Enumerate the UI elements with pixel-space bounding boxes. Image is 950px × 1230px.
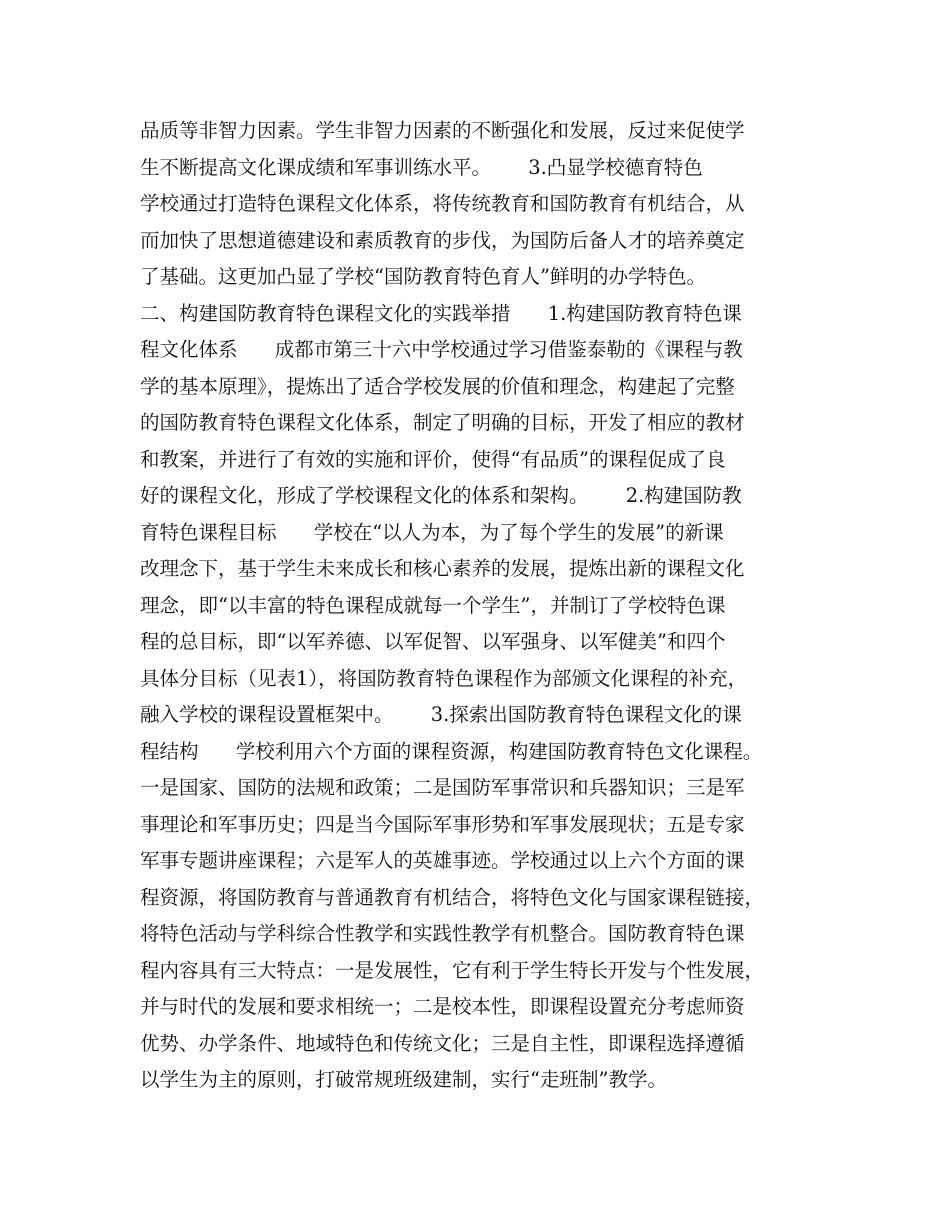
text-line: 了基础。这更加凸显了学校“国防教育特色育人”鲜明的办学特色。: [140, 265, 706, 288]
text-line: 理念，即“以丰富的特色课程成就每一个学生”，并制订了学校特色课: [140, 593, 726, 617]
text-line: 二、构建国防教育特色课程文化的实践举措 1.构建国防教育特色课: [140, 301, 742, 325]
text-line: 生不断提高文化课成绩和军事训练水平。 3.凸显学校德育特色: [140, 155, 703, 179]
text-line: 品质等非智力因素。学生非智力因素的不断强化和发展，反过来促使学: [140, 119, 745, 142]
text-line: 将特色活动与学科综合性教学和实践性教学有机整合。国防教育特色课: [140, 922, 745, 945]
text-line: 程结构 学校利用六个方面的课程资源，构建国防教育特色文化课程。: [140, 739, 763, 763]
text-line: 具体分目标（见表1），将国防教育特色课程作为部颁文化课程的补充，: [140, 666, 748, 690]
text-line: 军事专题讲座课程；六是军人的英雄事迹。学校通过以上六个方面的课: [140, 849, 745, 872]
text-line: 一是国家、国防的法规和政策；二是国防军事常识和兵器知识；三是军: [140, 776, 745, 799]
text-line: 的国防教育特色课程文化体系，制定了明确的目标，开发了相应的教材: [140, 411, 745, 434]
text-line: 改理念下，基于学生未来成长和核心素养的发展，提炼出新的课程文化: [140, 557, 745, 580]
body-text: [140, 113, 840, 1099]
text-line: 以学生为主的原则，打破常规班级建制，实行“走班制”教学。: [140, 1068, 667, 1091]
text-line: 事理论和军事历史；四是当今国际军事形势和军事发展现状；五是专家: [140, 812, 745, 836]
text-line: 学校通过打造特色课程文化体系，将传统教育和国防教育有机结合，从: [140, 192, 745, 215]
text-line: 学的基本原理》，提炼出了适合学校发展的价值和理念，构建起了完整: [140, 374, 735, 398]
text-line: 好的课程文化，形成了学校课程文化的体系和架构。 2.构建国防教: [140, 484, 742, 507]
text-line: 育特色课程目标 学校在“以人为本，为了每个学生的发展”的新课: [140, 520, 724, 544]
text-line: 并与时代的发展和要求相统一；二是校本性，即课程设置充分考虑师资: [140, 995, 745, 1018]
text-line: 程资源，将国防教育与普通教育有机结合，将特色文化与国家课程链接，: [140, 885, 765, 909]
text-line: 优势、办学条件、地域特色和传统文化；三是自主性，即课程选择遵循: [140, 1031, 745, 1055]
text-line: 而加快了思想道德建设和素质教育的步伐，为国防后备人才的培养奠定: [140, 228, 745, 252]
text-line: 和教案，并进行了有效的实施和评价，使得“有品质”的课程促成了良: [140, 447, 726, 471]
text-line: 融入学校的课程设置框架中。 3.探索出国防教育特色课程文化的课: [140, 703, 742, 726]
text-line: 程文化体系 成都市第三十六中学校通过学习借鉴泰勒的《课程与教: [140, 338, 743, 361]
text-line: 程的总目标，即“以军养德、以军促智、以军强身、以军健美”和四个: [140, 630, 726, 653]
text-line: 程内容具有三大特点：一是发展性，它有利于学生特长开发与个性发展，: [140, 958, 765, 982]
